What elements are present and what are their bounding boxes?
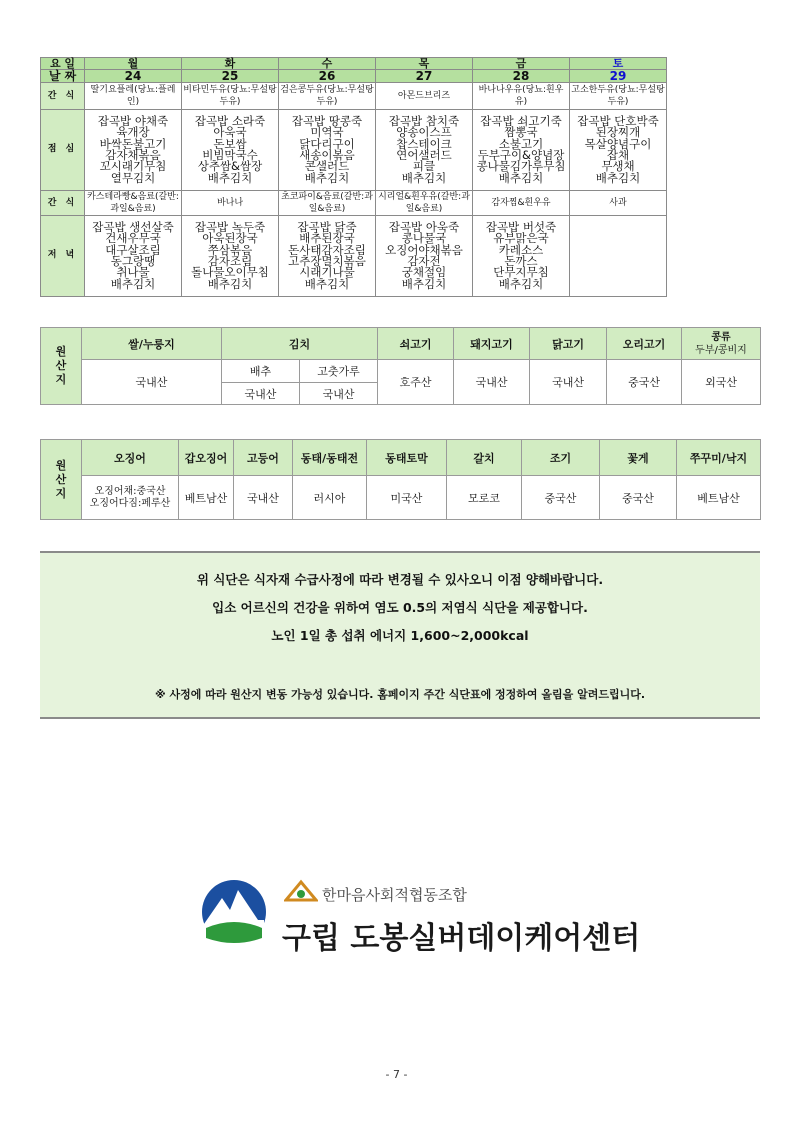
seafood-origin: 모로코 [447,476,522,520]
day-row [41,58,667,70]
menu-item: 콩나물국 [401,231,447,246]
snack-cell [182,191,279,216]
menu-item: 딸기요플레 [90,85,135,95]
menu-item: 잡곡밥 녹두죽 [194,219,266,234]
snack-label: 간 식 [41,83,85,110]
seafood-header: 동태/동태전 [293,440,367,476]
date-cell-saturday: 29 [570,70,667,83]
seafood-header: 조기 [522,440,600,476]
page-number: - 7 - [385,1068,408,1081]
day-cell: 화 [182,58,279,70]
menu-item: 감자채볶음 [105,148,161,162]
beef-header: 쇠고기 [378,328,454,360]
snack-cell [376,191,473,216]
menu-item: 대구살조림 [105,242,161,257]
menu-item: 연어샐러드 [396,148,452,162]
afternoon-snack-row [41,191,667,216]
snack-cell [279,83,376,110]
menu-item: 콩나물김가루무침 [476,159,566,174]
squid-origin: 오징어채:중국산 오징어다짐:페루산 [82,476,179,520]
beef-origin: 호주산 [378,360,454,405]
pepper-origin: 국내산 [300,383,378,405]
cabbage-origin: 국내산 [222,383,300,405]
duck-origin: 중국산 [607,360,682,405]
dinner-cell [85,216,182,297]
notice-line-1: 위 식단은 식자재 수급사정에 따라 변경될 수 있사오니 이점 양해바랍니다. [196,572,604,587]
menu-item: 시리얼&흰우유 [378,192,438,202]
menu-item: 카레소스 [498,242,544,257]
center-logo-icon [200,876,268,946]
menu-item: 열무김치 [110,170,156,185]
notice-box [40,551,760,719]
day-cell: 월 [85,58,182,70]
notice-line-2: 입소 어르신의 건강을 위하여 염도 0.5의 저염식 식단을 제공합니다. [212,600,588,615]
menu-item: 바나나 [216,198,244,208]
pork-origin: 국내산 [454,360,530,405]
day-cell: 목 [376,58,473,70]
menu-item: 아욱국 [213,125,247,140]
menu-item: 취나물 [116,265,150,280]
date-cell: 24 [85,70,182,83]
menu-item: 궁채절임 [401,265,447,280]
menu-item: 비빔막국수 [202,148,258,162]
seafood-origin: 국내산 [234,476,293,520]
seafood-origin: 중국산 [600,476,677,520]
menu-item: 잡곡밥 단호박죽 [577,113,659,128]
menu-item: (갈반:과일&음료) [110,192,179,214]
menu-item: 잡곡밥 생선살죽 [92,219,174,234]
menu-item: (갈반:과일&음료) [405,192,470,214]
weekly-menu-table [40,57,667,297]
menu-item: 배추김치 [207,276,253,291]
lunch-cell [473,110,570,191]
menu-item: 초코파이&음료 [281,192,341,202]
menu-item: 잡곡밥 소라죽 [194,113,266,128]
menu-item: 목살양념구이 [584,136,652,151]
lunch-cell [85,110,182,191]
chicken-origin: 국내산 [530,360,607,405]
seafood-header: 동태토막 [367,440,447,476]
menu-item: 배추김치 [595,170,641,185]
center-name: 구립 도봉실버데이케어센터 [282,921,641,956]
date-label: 날 짜 [41,70,85,83]
snack-cell [473,191,570,216]
menu-item: 돈까스 [504,254,538,268]
lunch-cell [279,110,376,191]
origin-table-meat [40,327,761,405]
cabbage-header: 배추 [222,360,300,383]
origin-side-label: 원 산 지 [41,328,82,405]
menu-item: (당뇨:흰우유) [514,85,564,107]
menu-item: 감자전 [407,254,441,268]
date-cell: 28 [473,70,570,83]
menu-item: 양송이스프 [396,125,452,140]
menu-item: 닭다리구이 [299,136,355,151]
seafood-origin: 러시아 [293,476,367,520]
lunch-row [41,110,667,191]
snack-cell [376,83,473,110]
seafood-origin: 미국산 [367,476,447,520]
seafood-header: 쭈꾸미/낙지 [677,440,761,476]
snack-label: 간 식 [41,191,85,216]
seafood-header: 오징어 [82,440,179,476]
menu-item: 꼬시래기무침 [99,159,167,174]
snack-cell [85,191,182,216]
menu-item: (당뇨:무설탕두유) [607,85,665,107]
pepper-header: 고춧가루 [300,360,378,383]
menu-item: (당뇨:무설탕두유) [219,85,277,107]
menu-item: 배추된장국 [299,231,355,246]
seafood-origin: 중국산 [522,476,600,520]
dinner-label: 저 녁 [41,216,85,297]
day-cell-saturday: 토 [570,58,667,70]
menu-item: 새송이볶음 [299,148,355,162]
menu-item: 바싹돈불고기 [99,136,167,151]
menu-item: 육개장 [116,125,150,140]
menu-item: 잡곡밥 참치죽 [388,113,460,128]
day-label: 요 일 [41,58,85,70]
menu-item: 무생채 [601,159,635,174]
cooperative-name: 한마음사회적협동조합 [322,886,467,904]
rice-origin: 국내산 [82,360,222,405]
lunch-cell [376,110,473,191]
lunch-label: 점 심 [41,110,85,191]
notice-note: ※ 사정에 따라 원산지 변동 가능성 있습니다. 홈페이지 주간 식단표에 정정하여 올림을 알려드립니다. [154,688,646,701]
dinner-row [41,216,667,297]
morning-snack-row [41,83,667,110]
dinner-cell [279,216,376,297]
dinner-cell [473,216,570,297]
notice-line-3: 노인 1일 총 섭취 에너지 1,600~2,000kcal [271,628,529,643]
menu-item: 사과 [609,198,627,208]
menu-item: 잡곡밥 아욱죽 [388,219,460,234]
date-cell: 25 [182,70,279,83]
menu-item: 아욱된장국 [202,231,258,246]
menu-item: 배추김치 [304,276,350,291]
menu-item: 고추장멸치볶음 [288,254,366,268]
menu-item: 잡곡밥 버섯죽 [485,219,557,234]
menu-item: 감자조림 [207,254,253,268]
seafood-header: 갑오징어 [179,440,234,476]
seafood-header: 갈치 [447,440,522,476]
menu-item: 콘샐러드 [304,159,350,174]
seafood-header: 고등어 [234,440,293,476]
menu-item: 배추김치 [304,170,350,185]
menu-item: 짬뽕국 [504,125,538,140]
menu-item: 동그랑땡 [110,254,156,268]
menu-item: 잡채 [606,148,630,162]
cooperative-logo-icon [284,878,318,904]
snack-cell [279,191,376,216]
menu-item: 배추김치 [401,170,447,185]
menu-item: 소불고기 [498,136,544,151]
menu-item: 검은콩두유 [280,85,324,95]
menu-item: 돈보쌈 [213,136,247,151]
menu-item: 두부구이&양념장 [477,148,565,162]
menu-item: 비타민두유 [183,85,227,95]
menu-item: 된장찌개 [595,125,641,140]
menu-item: (당뇨:플레인) [126,85,176,107]
snack-cell [473,83,570,110]
origin-table-seafood [40,439,761,520]
menu-item: 시래기나물 [299,265,355,280]
snack-cell [85,83,182,110]
menu-item: 돌나물오이무침 [191,265,269,280]
snack-cell [182,83,279,110]
menu-item: 찹스테이크 [396,136,452,151]
day-cell: 수 [279,58,376,70]
menu-item: 잡곡밥 땅콩죽 [291,113,363,128]
origin-side-label: 원 산 지 [41,440,82,520]
menu-item: 배추김치 [498,170,544,185]
menu-item: 쭈삼볶음 [207,242,253,257]
menu-item: 건새우무국 [105,231,161,246]
menu-item: (당뇨:무설탕두유) [316,85,374,107]
seafood-origin: 베트남산 [179,476,234,520]
menu-item: 배추김치 [110,276,156,291]
lunch-cell [570,110,667,191]
seafood-header: 꽃게 [600,440,677,476]
menu-item: 카스테라빵&음료 [87,192,155,202]
menu-item: 잡곡밥 쇠고기죽 [480,113,562,128]
day-cell: 금 [473,58,570,70]
dinner-cell [376,216,473,297]
menu-item: 유부맑은국 [493,231,549,246]
chicken-header: 닭고기 [530,328,607,360]
menu-item: 피클 [412,159,436,174]
menu-item: 잡곡밥 닭죽 [297,219,357,234]
kimchi-header: 김치 [222,328,378,360]
menu-item: 돈사태감자조림 [288,242,366,257]
menu-item: 배추김치 [207,170,253,185]
seafood-origin: 베트남산 [677,476,761,520]
menu-item: 감자찜&흰우유 [491,198,551,208]
duck-header: 오리고기 [607,328,682,360]
menu-item: 잡곡밥 야채죽 [97,113,169,128]
beans-origin: 외국산 [682,360,761,405]
rice-header: 쌀/누룽지 [82,328,222,360]
date-cell: 26 [279,70,376,83]
lunch-cell [182,110,279,191]
menu-item: 고소한두유 [571,85,615,95]
date-cell: 27 [376,70,473,83]
menu-item: 배추김치 [498,276,544,291]
menu-item: 단무지무침 [493,265,549,280]
dinner-cell [182,216,279,297]
pork-header: 돼지고기 [454,328,530,360]
menu-item: 배추김치 [401,276,447,291]
snack-cell [570,83,667,110]
beans-header: 콩류 두부/콩비지 [682,328,761,360]
snack-cell [570,191,667,216]
menu-item: (갈반:과일&음료) [308,192,373,214]
menu-item: 아몬드브리즈 [397,91,451,101]
menu-item: 바나나우유 [478,85,523,95]
menu-item: 미역국 [310,125,344,140]
menu-item: 오징어야채볶음 [385,242,463,257]
date-row [41,70,667,83]
menu-item: 상추쌈&쌈장 [197,159,263,174]
dinner-cell [570,216,667,297]
